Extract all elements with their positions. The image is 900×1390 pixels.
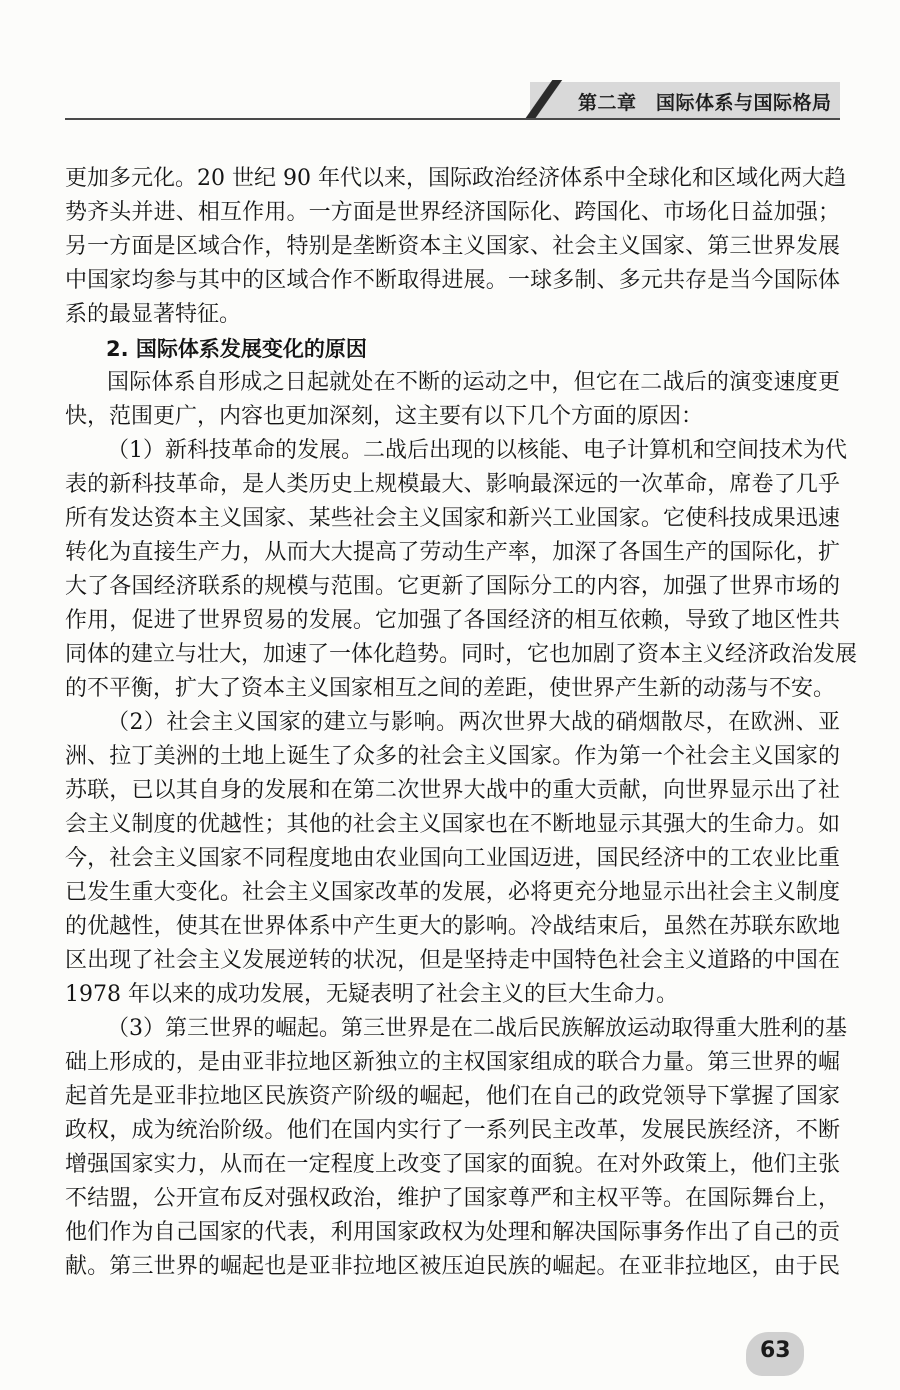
body-line: （3）第三世界的崛起。第三世界是在二战后民族解放运动取得重大胜利的基 [107,1016,847,1041]
body-line: 洲、拉丁美洲的土地上诞生了众多的社会主义国家。作为第一个社会主义国家的 [65,744,840,769]
body-line: 不结盟，公开宣布反对强权政治，维护了国家尊严和主权平等。在国际舞台上， [65,1186,840,1211]
body-line: 大了各国经济联系的规模与范围。它更新了国际分工的内容，加强了世界市场的 [65,574,840,599]
body-line: 他们作为自己国家的代表，利用国家政权为处理和解决国际事务作出了自己的贡 [65,1220,840,1245]
body-line: 增强国家实力，从而在一定程度上改变了国家的面貌。在对外政策上，他们主张 [65,1152,840,1177]
body-line: 国际体系自形成之日起就处在不断的运动之中，但它在二战后的演变速度更 [107,370,840,395]
body-line: 作用，促进了世界贸易的发展。它加强了各国经济的相互依赖，导致了地区性共 [65,608,840,633]
body-line: 的优越性，使其在世界体系中产生更大的影响。冷战结束后，虽然在苏联东欧地 [65,914,840,939]
body-line: 所有发达资本主义国家、某些社会主义国家和新兴工业国家。它使科技成果迅速 [65,506,840,531]
body-line: 快，范围更广，内容也更加深刻，这主要有以下几个方面的原因： [65,404,704,429]
body-line: （2）社会主义国家的建立与影响。两次世界大战的硝烟散尽，在欧洲、亚 [107,710,840,735]
body-line: 转化为直接生产力，从而大大提高了劳动生产率，加深了各国生产的国际化，扩 [65,540,840,565]
body-line: 同体的建立与壮大，加速了一体化趋势。同时，它也加剧了资本主义经济政治发展 [65,642,858,667]
body-line: 已发生重大变化。社会主义国家改革的发展，必将更充分地显示出社会主义制度 [65,880,840,905]
header-rule [65,118,840,120]
body-line: 的不平衡，扩大了资本主义国家相互之间的差距，使世界产生新的动荡与不安。 [65,676,836,701]
header-slash-decoration [520,80,568,120]
body-line: （1）新科技革命的发展。二战后出现的以核能、电子计算机和空间技术为代 [107,438,847,463]
body-line: 献。第三世界的崛起也是亚非拉地区被压迫民族的崛起。在亚非拉地区，由于民 [65,1254,840,1279]
body-line: 苏联，已以其自身的发展和在第二次世界大战中的重大贡献，向世界显示出了社 [65,778,840,803]
running-header-title: 第二章 国际体系与国际格局 [578,92,832,114]
body-line: 今，社会主义国家不同程度地由农业国向工业国迈进，国民经济中的工农业比重 [65,846,840,871]
body-line: 势齐头并进、相互作用。一方面是世界经济国际化、跨国化、市场化日益加强； [65,200,840,225]
body-line: 础上形成的，是由亚非拉地区新独立的主权国家组成的联合力量。第三世界的崛 [65,1050,840,1075]
body-line: 另一方面是区域合作，特别是垄断资本主义国家、社会主义国家、第三世界发展 [65,234,840,259]
page-number: 63 [760,1338,791,1363]
body-line: 表的新科技革命，是人类历史上规模最大、影响最深远的一次革命，席卷了几乎 [65,472,840,497]
body-line: 起首先是亚非拉地区民族资产阶级的崛起，他们在自己的政党领导下掌握了国家 [65,1084,840,1109]
body-line: 系的最显著特征。 [65,302,242,327]
section-heading: 2. 国际体系发展变化的原因 [106,337,367,361]
body-line: 更加多元化。20 世纪 90 年代以来，国际政治经济体系中全球化和区域化两大趋 [65,166,846,191]
body-line: 政权，成为统治阶级。他们在国内实行了一系列民主改革，发展民族经济，不断 [65,1118,840,1143]
body-line: 1978 年以来的成功发展，无疑表明了社会主义的巨大生命力。 [65,982,678,1007]
body-line: 区出现了社会主义发展逆转的状况，但是坚持走中国特色社会主义道路的中国在 [65,948,840,973]
body-line: 中国家均参与其中的区域合作不断取得进展。一球多制、多元共存是当今国际体 [65,268,840,293]
body-line: 会主义制度的优越性；其他的社会主义国家也在不断地显示其强大的生命力。如 [65,812,840,837]
